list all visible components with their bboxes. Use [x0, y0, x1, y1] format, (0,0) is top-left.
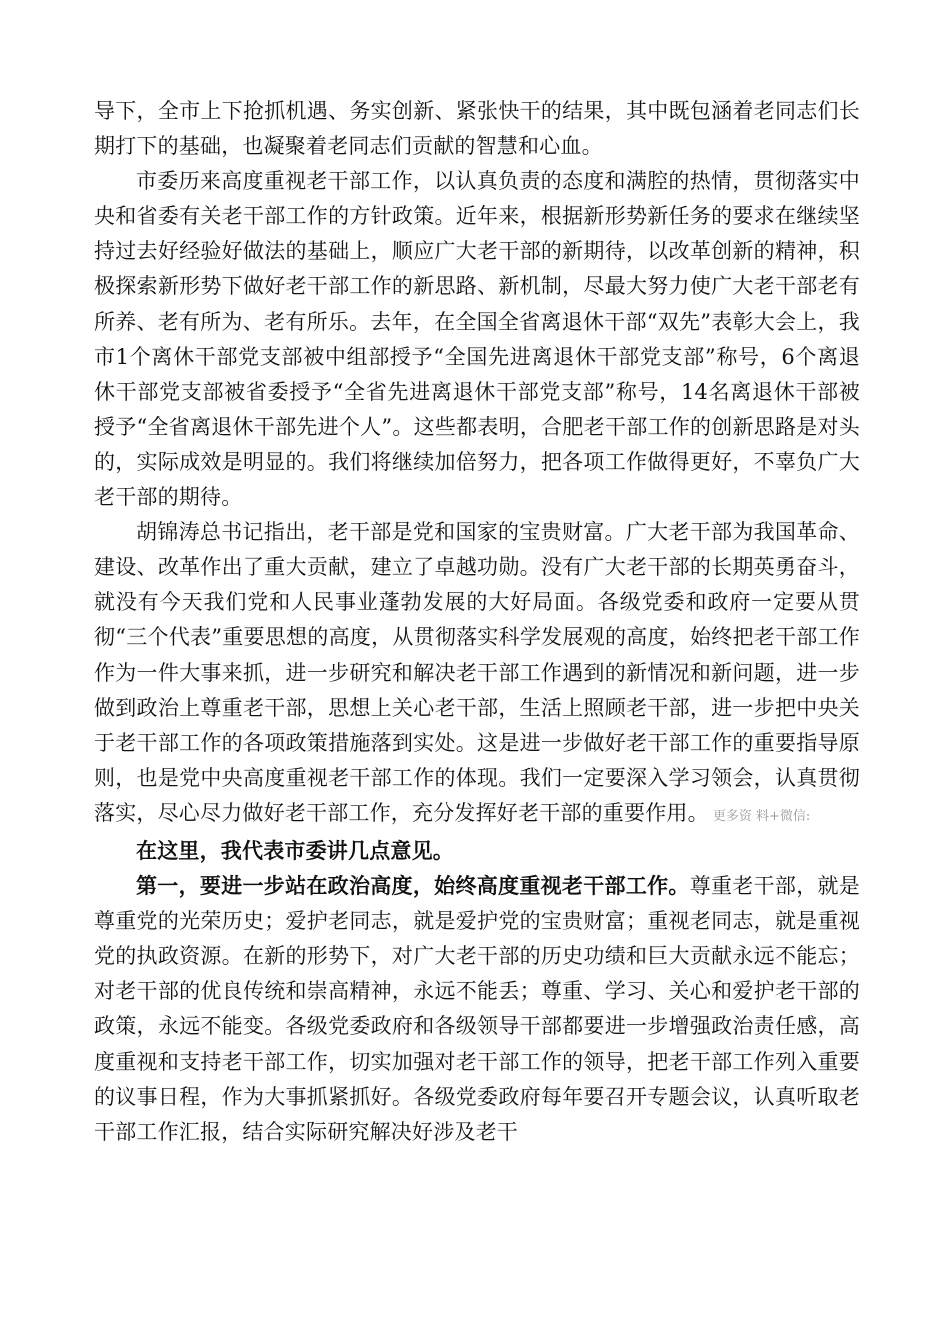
section-heading: 在这里，我代表市委讲几点意见。 [136, 838, 454, 863]
paragraph-3-text: 胡锦涛总书记指出，老干部是党和国家的宝贵财富。广大老干部为我国革命、建设、改革作出了重大贡献，建立了卓越功勋。没有广大老干部的长期英勇奋斗，就没有今天我们党和人民事业蓬勃发展的大好局面。各级党委和政府一定要从贯彻“三个代表”重要思想的高度，从贯彻落实科学发展观的高度，始终把老干部工作作为一件大事来抓，进一步研究和解决老干部工作遇到的新情况和新问题，进一步做到政治上尊重老干部，思想上关心老干部，生活上照顾老干部，进一步把中央关于老干部工作的各项政策措施落到实处。这是进一步做好老干部工作的重要指导原则，也是党中央高度重视老干部工作的体现。我们一定要深入学习领会，认真贯彻落实，尽心尽力做好老干部工作，充分发挥好老干部的重要作用。 [94, 520, 860, 825]
paragraph-1: 导下，全市上下抢抓机遇、务实创新、紧张快干的结果，其中既包涵着老同志们长期打下的基础，也凝聚着老同志们贡献的智慧和心血。 [94, 99, 860, 159]
paragraph-2: 市委历来高度重视老干部工作，以认真负责的态度和满腔的热情，贯彻落实中央和省委有关老干部工作的方针政策。近年来，根据新形势新任务的要求在继续坚持过去好经验好做法的基础上，顺应广大老干部的新期待，以改革创新的精神，积极探索新形势下做好老干部工作的新思路、新机制，尽最大努力使广大老干部老有所养、老有所为、老有所乐。去年，在全国全省离退休干部“双先”表彰大会上，我市1个离休干部党支部被中组部授予“全国先进离退休干部党支部”称号，6个离退休干部党支部被省委授予“全省先进离退休干部党支部”称号，14名离退休干部被授予“全省离退休干部先进个人”。这些都表明，合肥老干部工作的创新思路是对头的，实际成效是明显的。我们将继续加倍努力，把各项工作做得更好，不辜负广大老干部的期待。 [94, 169, 860, 510]
section-1-body: 尊重老干部，就是尊重党的光荣历史；爱护老同志，就是爱护党的宝贵财富；重视老同志，就是重视党的执政资源。在新的形势下，对广大老干部的历史功绩和巨大贡献永远不能忘；对老干部的优良传统和崇高精神，永远不能丢；尊重、学习、关心和爱护老干部的政策，永远不能变。各级党委政府和各级领导干部都要进一步增强政治责任感，高度重视和支持老干部工作，切实加强对老干部工作的领导，把老干部工作列入重要的议事日程，作为大事抓紧抓好。各级党委政府每年要召开专题会议，认真听取老干部工作汇报，结合实际研究解决好涉及老干 [94, 874, 860, 1144]
section-1-lead: 第一，要进一步站在政治高度，始终高度重视老干部工作。 [136, 874, 690, 899]
section-1-paragraph [94, 869, 860, 1150]
contact-note: 更多资 料+微信: [712, 808, 811, 824]
paragraph-3 [94, 515, 860, 834]
document-page [94, 94, 860, 1150]
